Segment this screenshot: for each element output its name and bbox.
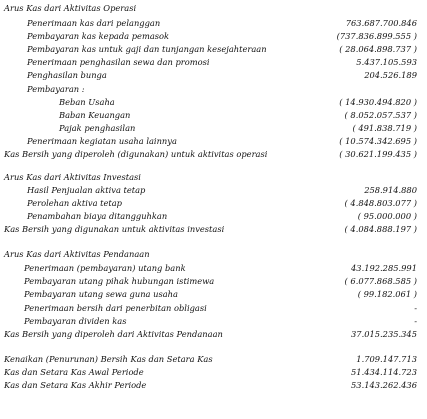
row-amount: 204.526.189: [364, 70, 417, 80]
row-label: Penerimaan penghasilan sewa dan promosi: [27, 57, 210, 67]
section-header-operasi: [0, 3, 427, 14]
row-hasil-penjualan: [0, 185, 427, 196]
row-amount: ( 95.000.000 ): [357, 211, 417, 221]
section-title: Arus Kas dari Aktivitas Operasi: [4, 3, 137, 13]
row-amount: 43.192.285.991: [351, 263, 417, 273]
row-label: Pembayaran :: [27, 84, 85, 94]
row-pihak-istimewa: [0, 276, 427, 287]
row-label: Kas Bersih yang diperoleh (digunakan) untuk aktivitas operasi: [4, 149, 268, 159]
row-biaya-ditangguhkan: [0, 211, 427, 222]
row-label: Kas Bersih yang diperoleh dari Aktivitas Pendanaan: [4, 329, 223, 339]
row-label: Pembayaran kas untuk gaji dan tunjangan kesejahteraan: [27, 44, 267, 54]
row-amount: 53.143.262.436: [351, 380, 417, 390]
row-amount: ( 4.084.888.197 ): [344, 224, 417, 234]
row-sewa-guna: [0, 289, 427, 300]
row-utang-bank: [0, 263, 427, 274]
row-amount: ( 491.838.719 ): [352, 123, 417, 133]
row-amount: ( 14.930.494.820 ): [339, 97, 417, 107]
section-title: Arus Kas dari Aktivitas Pendanaan: [4, 249, 150, 259]
row-bersih-operasi: [0, 149, 427, 160]
row-bersih-pendanaan: [0, 329, 427, 340]
section-header-pendanaan: [0, 249, 427, 260]
row-label: Baban Keuangan: [59, 110, 131, 120]
row-label: Beban Usaha: [59, 97, 115, 107]
row-sewa-promosi: [0, 57, 427, 68]
row-beban-keuangan: [0, 110, 427, 121]
row-amount: 5.437.105.593: [356, 57, 417, 67]
row-amount: 763.687.700.846: [345, 18, 417, 28]
row-label: Penghasilan bunga: [27, 70, 107, 80]
row-label: Hasil Penjualan aktiva tetap: [27, 185, 146, 195]
row-label: Kas dan Setara Kas Akhir Periode: [4, 380, 147, 390]
row-label: Pembayaran utang sewa guna usaha: [24, 289, 178, 299]
row-perolehan-aktiva: [0, 198, 427, 209]
row-amount: ( 28.064.898.737 ): [339, 44, 417, 54]
section-title: Arus Kas dari Aktivitas Investasi: [4, 172, 141, 182]
row-dividen: [0, 316, 427, 327]
row-label: Kas dan Setara Kas Awal Periode: [4, 367, 144, 377]
row-gaji-tunjangan: [0, 44, 427, 55]
row-label: Penambahan biaya ditangguhkan: [27, 211, 168, 221]
row-pajak-penghasilan: [0, 123, 427, 134]
row-amount: 51.434.114.723: [351, 367, 417, 377]
row-amount: 37.015.235.345: [351, 329, 417, 339]
row-amount: ( 99.182.061 ): [357, 289, 417, 299]
row-label: Pembayaran kas kepada pemasok: [27, 31, 170, 41]
row-label: Kas Bersih yang digunakan untuk aktivitas investasi: [4, 224, 225, 234]
row-kas-akhir: [0, 380, 427, 391]
row-label: Perolehan aktiva tetap: [27, 198, 122, 208]
row-amount: 1.709.147.713: [356, 354, 417, 364]
row-label: Kenaikan (Penurunan) Bersih Kas dan Setara Kas: [4, 354, 213, 364]
row-label: Pajak penghasilan: [59, 123, 136, 133]
row-label: Pembayaran utang pihak hubungan istimewa: [24, 276, 215, 286]
row-amount: -: [414, 316, 417, 326]
row-label: Penerimaan bersih dari penerbitan obligasi: [24, 303, 207, 313]
row-kenaikan-bersih: [0, 354, 427, 365]
row-amount: (737.836.899.555 ): [336, 31, 417, 41]
row-usaha-lainnya: [0, 136, 427, 147]
row-amount: 258.914.880: [364, 185, 417, 195]
row-amount: ( 10.574.342.695 ): [339, 136, 417, 146]
row-beban-usaha: [0, 97, 427, 108]
row-kas-awal: [0, 367, 427, 378]
row-amount: ( 30.621.199.435 ): [339, 149, 417, 159]
row-penerimaan-pelanggan: [0, 18, 427, 29]
row-pembayaran-pemasok: [0, 31, 427, 42]
row-label: Penerimaan kegiatan usaha lainnya: [27, 136, 177, 146]
row-pembayaran-header: [0, 84, 427, 95]
row-amount: ( 4.848.803.077 ): [344, 198, 417, 208]
row-amount: ( 6.077.868.585 ): [344, 276, 417, 286]
row-label: Penerimaan kas dari pelanggan: [27, 18, 161, 28]
row-penghasilan-bunga: [0, 70, 427, 81]
row-amount: -: [414, 303, 417, 313]
section-header-investasi: [0, 172, 427, 183]
row-bersih-investasi: [0, 224, 427, 235]
row-amount: ( 8.052.057.537 ): [344, 110, 417, 120]
row-label: Penerimaan (pembayaran) utang bank: [24, 263, 186, 273]
row-label: Pembayaran dividen kas: [24, 316, 127, 326]
row-obligasi: [0, 303, 427, 314]
